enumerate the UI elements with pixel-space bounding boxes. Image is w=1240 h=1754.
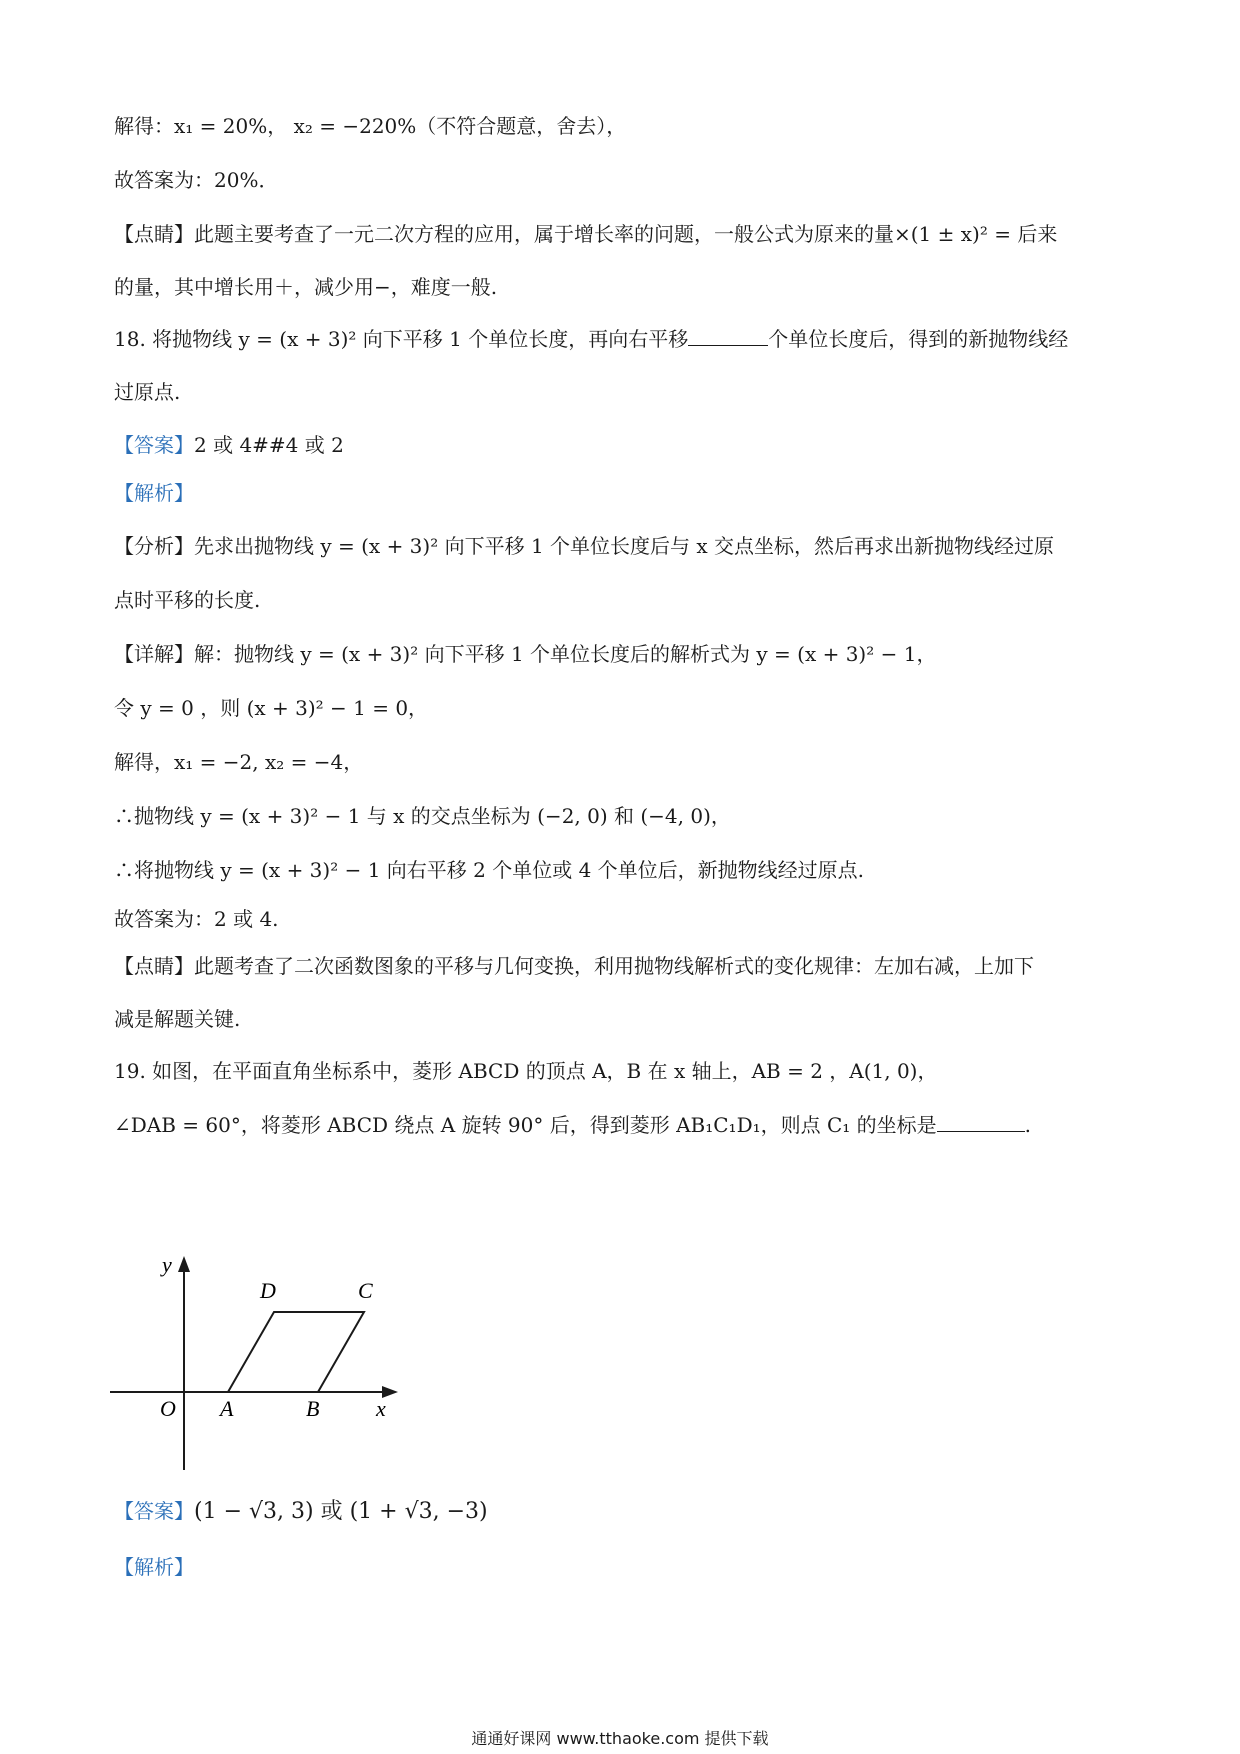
answer-line-18: 故答案为：2 或 4. [114,907,279,931]
detail-line-1: 【详解】解：抛物线 y = (x + 3)² 向下平移 1 个单位长度后的解析式为 y = (x + 3)² − 1， [114,642,937,666]
answer-18-text: 2 或 4##4 或 2 [194,433,344,457]
page-footer: 通通好课网 www.tthaoke.com 提供下载 [471,1729,769,1748]
question-18-line-2: 过原点. [114,380,181,404]
label-c: C [358,1278,373,1303]
comment-line-1: 【点睛】此题主要考查了一元二次方程的应用，属于增长率的问题，一般公式为原来的量×(1 ± x)² = 后来 [114,222,1058,246]
analysis-line-2: 点时平移的长度. [114,588,261,612]
comment-line-2: 的量，其中增长用＋，减少用−，难度一般. [114,275,498,299]
question-19-period: . [1024,1113,1032,1137]
analysis-tag-19: 【解析】 [114,1555,194,1579]
label-y: y [162,1252,172,1277]
answer-tag-19: 【答案】 [114,1499,194,1523]
answer-blank-19 [937,1131,1025,1132]
answer-blank-18 [688,345,768,346]
answer-19 [114,1497,488,1526]
rhombus-abcd [228,1312,364,1392]
detail-line-4: ∴抛物线 y = (x + 3)² − 1 与 x 的交点坐标为 (−2, 0) 和 (−4, 0)， [114,804,731,828]
answer-line-17: 故答案为：20%． [114,168,279,192]
analysis-tag-18: 【解析】 [114,481,194,505]
question-18-part-2: 个单位长度后，得到的新抛物线经 [768,327,1069,351]
label-a: A [220,1396,234,1421]
label-b: B [306,1396,320,1421]
question-18-part-1: 18. 将抛物线 y = (x + 3)² 向下平移 1 个单位长度，再向右平移 [114,327,689,351]
detail-line-2: 令 y = 0 ，则 (x + 3)² − 1 = 0， [114,696,429,720]
label-x: x [376,1396,386,1421]
answer-19-text: (1 − √3, 3) 或 (1 + √3, −3) [194,1499,488,1524]
y-axis-arrow [178,1256,190,1272]
rhombus-figure [110,1250,410,1480]
comment-18-line-1: 【点睛】此题考查了二次函数图象的平移与几何变换，利用抛物线解析式的变化规律：左加右减，上加下 [114,954,1034,978]
label-d: D [260,1278,276,1303]
label-origin: O [160,1396,176,1421]
answer-tag: 【答案】 [114,433,194,457]
detail-line-3: 解得，x₁ = −2, x₂ = −4， [114,750,364,774]
comment-18-line-2: 减是解题关键. [114,1007,241,1031]
analysis-line-1: 【分析】先求出抛物线 y = (x + 3)² 向下平移 1 个单位长度后与 x 交点坐标，然后再求出新抛物线经过原 [114,534,1055,558]
detail-line-5: ∴将抛物线 y = (x + 3)² − 1 向右平移 2 个单位或 4 个单位后，新抛物线经过原点. [114,858,865,882]
question-18 [114,325,1068,353]
question-19-line-2 [114,1111,1031,1139]
question-19-text: ∠DAB = 60°，将菱形 ABCD 绕点 A 旋转 90° 后，得到菱形 AB₁C₁D₁，则点 C₁ 的坐标是 [114,1113,937,1137]
question-19-line-1: 19. 如图，在平面直角坐标系中，菱形 ABCD 的顶点 A，B 在 x 轴上，AB = 2 ，A(1, 0)， [114,1059,938,1083]
solution-line-1: 解得：x₁ = 20%， x₂ = −220%（不符合题意，舍去）， [114,114,627,138]
answer-18 [114,431,344,459]
